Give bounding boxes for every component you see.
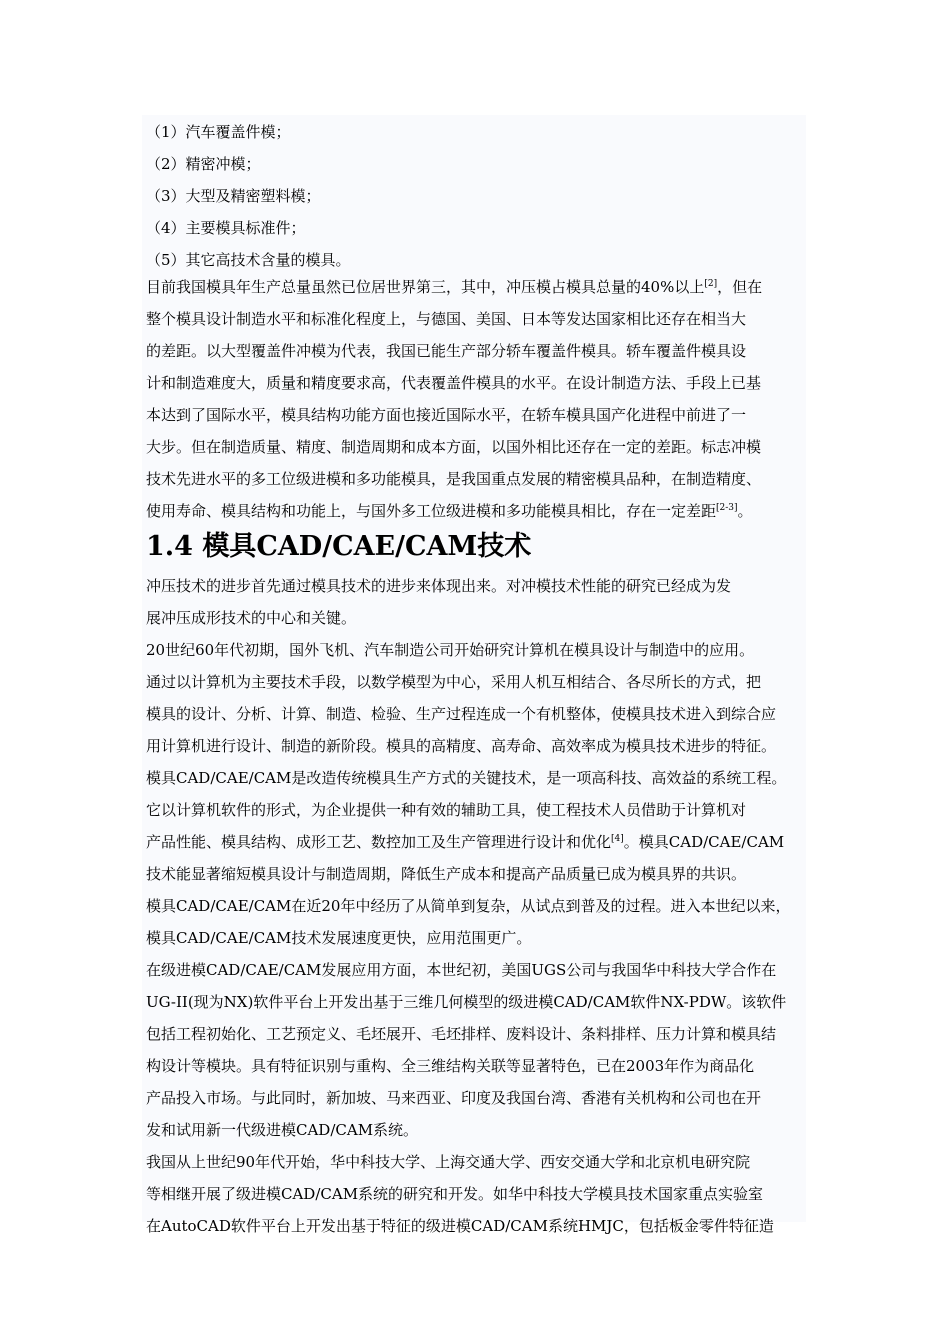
- citation: [4]: [611, 834, 624, 844]
- paragraph-industry-status: [146, 271, 806, 527]
- text-run: 目前我国模具年生产总量虽然已位居世界第三，其中，冲压模占模具总量的40%以上: [146, 278, 705, 296]
- text-line: 构设计等模块。具有特征识别与重构、全三维结构关联等显著特色，已在2003年作为商品化: [146, 1057, 755, 1075]
- paragraph-stamping-progress: [146, 570, 806, 634]
- text-run: 产品性能、模具结构、成形工艺、数控加工及生产管理进行设计和优化: [146, 833, 612, 851]
- citation: [2]: [704, 279, 718, 289]
- text-line: 包括工程初始化、工艺预定义、毛坯展开、毛坯排样、废料设计、条料排样、压力计算和模具结: [146, 1025, 777, 1043]
- text-line: 产品投入市场。与此同时，新加坡、马来西亚、印度及我国台湾、香港有关机构和公司也在开: [146, 1089, 762, 1107]
- requirement-list: [146, 116, 806, 276]
- text-line: 展冲压成形技术的中心和关键。: [146, 609, 357, 627]
- list-item: （3）大型及精密塑料模；: [146, 187, 321, 205]
- text-line: 我国从上世纪90年代开始，华中科技大学、上海交通大学、西安交通大学和北京机电研究院: [146, 1153, 751, 1171]
- list-item: （1）汽车覆盖件模；: [146, 123, 291, 141]
- text-line: 发和试用新一代级进模CAD/CAM系统。: [146, 1121, 419, 1139]
- paragraph-development: [146, 890, 806, 954]
- text-line: 技术能显著缩短模具设计与制造周期，降低生产成本和提高产品质量已成为模具界的共识。: [146, 865, 747, 883]
- text-line: 模具CAD/CAE/CAM在近20年中经历了从简单到复杂，从试点到普及的过程。进入本世纪以来，: [146, 897, 791, 915]
- list-item: （2）精密冲模；: [146, 155, 261, 173]
- text-line: 的差距。以大型覆盖件冲模为代表，我国已能生产部分轿车覆盖件模具。轿车覆盖件模具设: [146, 342, 747, 360]
- text-line: 它以计算机软件的形式，为企业提供一种有效的辅助工具，使工程技术人员借助于计算机对: [146, 801, 747, 819]
- text-line: 模具CAD/CAE/CAM技术发展速度更快，应用范围更广。: [146, 929, 532, 947]
- text-run: ，但在: [717, 278, 763, 296]
- text-line: [146, 271, 806, 303]
- text-line: 等相继开展了级进模CAD/CAM系统的研究和开发。如华中科技大学模具技术国家重点实验室: [146, 1185, 764, 1203]
- text-line: 大步。但在制造质量、精度、制造周期和成本方面，以国外相比还存在一定的差距。标志冲模: [146, 438, 762, 456]
- text-line: [146, 495, 806, 527]
- text-line: 模具的设计、分析、计算、制造、检验、生产过程连成一个有机整体，使模具技术进入到综合应: [146, 705, 777, 723]
- text-line: 冲压技术的进步首先通过模具技术的进步来体现出来。对冲模技术性能的研究已经成为发: [146, 577, 732, 595]
- list-item: （5）其它高技术含量的模具。: [146, 251, 351, 269]
- text-line: 模具CAD/CAE/CAM是改造传统模具生产方式的关键技术，是一项高科技、高效益的系统工程。: [146, 769, 787, 787]
- text-run: 使用寿命、模具结构和功能上，与国外多工位级进模和多功能模具相比，存在一定差距: [146, 502, 717, 520]
- text-line: 20世纪60年代初期，国外飞机、汽车制造公司开始研究计算机在模具设计与制造中的应用。: [146, 641, 755, 659]
- list-item: （4）主要模具标准件；: [146, 219, 306, 237]
- text-line: 在AutoCAD软件平台上开发出基于特征的级进模CAD/CAM系统HMJC，包括板金零件特征造: [146, 1217, 774, 1235]
- text-line: UG-II(现为NX)软件平台上开发出基于三维几何模型的级进模CAD/CAM软件NX-PDW。该软件: [146, 993, 787, 1011]
- text-line: 技术先进水平的多工位级进模和多功能模具，是我国重点发展的精密模具品种，在制造精度、: [146, 470, 762, 488]
- paragraph-progressive-die: [146, 954, 806, 1146]
- text-run: 。: [737, 502, 753, 520]
- paragraph-domestic-research: [146, 1146, 806, 1242]
- text-run: 。模具CAD/CAE/CAM: [623, 833, 785, 851]
- text-line: 在级进模CAD/CAE/CAM发展应用方面，本世纪初，美国UGS公司与我国华中科技大学合作在: [146, 961, 777, 979]
- paragraph-history: [146, 634, 806, 762]
- section-heading: 1.4 模具CAD/CAE/CAM技术: [146, 531, 532, 562]
- paragraph-cad-cae-cam: [146, 762, 806, 890]
- citation: [2-3]: [716, 503, 738, 513]
- text-line: 用计算机进行设计、制造的新阶段。模具的高精度、高寿命、高效率成为模具技术进步的特征。: [146, 737, 777, 755]
- text-line: 本达到了国际水平，模具结构功能方面也接近国际水平，在轿车模具国产化进程中前进了一: [146, 406, 747, 424]
- text-line: [146, 826, 806, 858]
- text-line: 计和制造难度大，质量和精度要求高，代表覆盖件模具的水平。在设计制造方法、手段上已基: [146, 374, 762, 392]
- text-line: 整个模具设计制造水平和标准化程度上，与德国、美国、日本等发达国家相比还存在相当大: [146, 310, 747, 328]
- text-line: 通过以计算机为主要技术手段，以数学模型为中心，采用人机互相结合、各尽所长的方式，把: [146, 673, 762, 691]
